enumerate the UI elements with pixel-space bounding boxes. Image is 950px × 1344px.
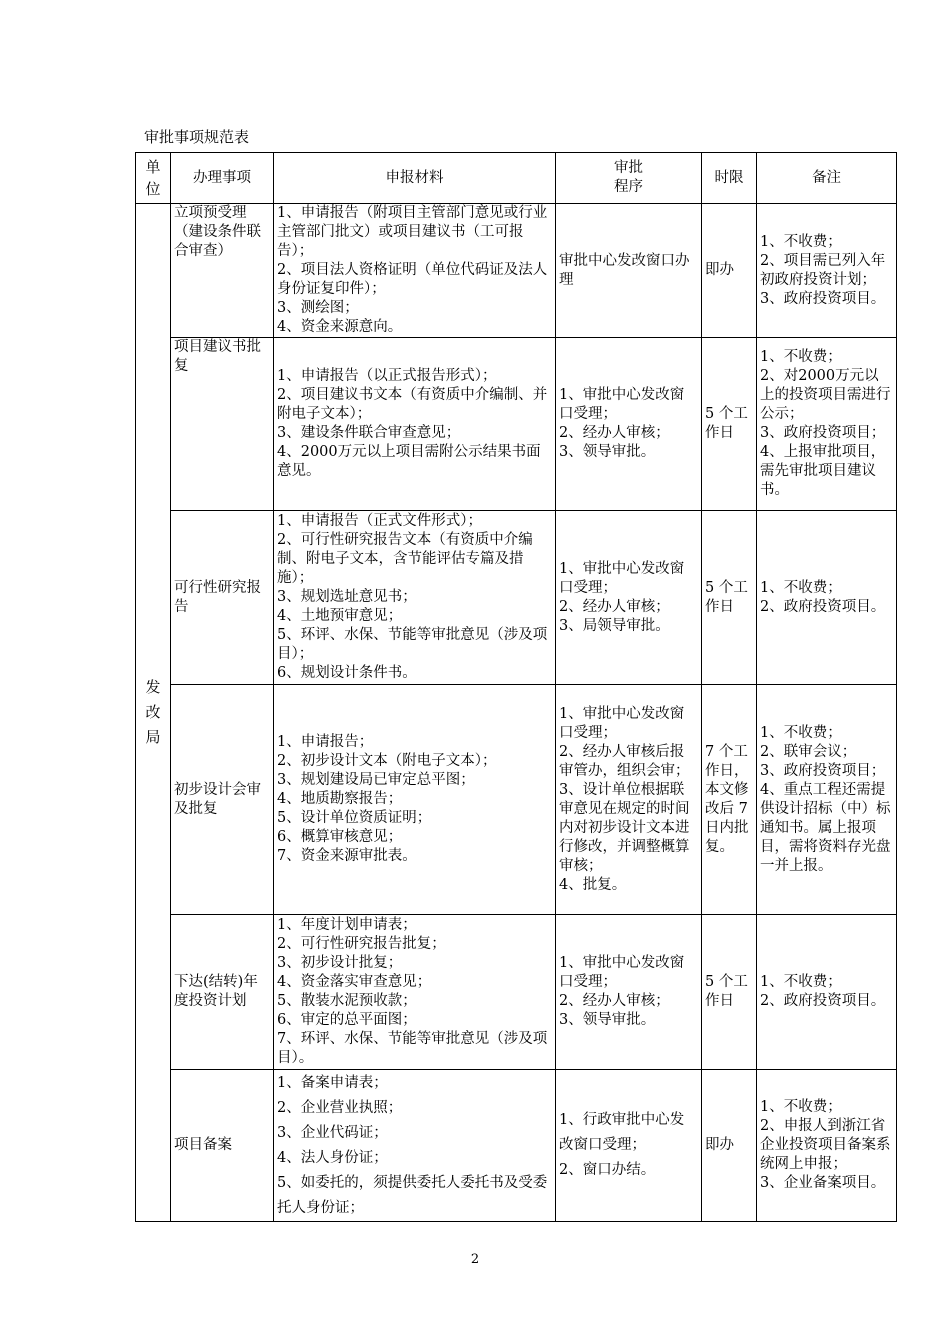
header-row bbox=[136, 153, 897, 204]
material-line: 3、建设条件联合审查意见； bbox=[277, 425, 461, 441]
materials-cell bbox=[274, 511, 556, 685]
materials-cell bbox=[274, 1070, 556, 1222]
material-line: 3、企业代码证； bbox=[277, 1124, 388, 1141]
procedure-line: 3、领导审批。 bbox=[559, 1012, 656, 1028]
page-number: 2 bbox=[470, 1252, 480, 1267]
note-line: 2、政府投资项目。 bbox=[760, 598, 886, 615]
material-line: 4、法人身份证； bbox=[277, 1149, 388, 1166]
note-line: 4、重点工程还需提供设计招标（中）标通知书。属上报项目，需将资料存光盘一并上报。 bbox=[760, 781, 891, 874]
note-line: 2、政府投资项目。 bbox=[760, 993, 886, 1009]
material-line: 1、申请报告（附项目主管部门意见或行业主管部门批文）或项目建议书（工可报告）； bbox=[277, 205, 548, 259]
note-line: 2、申报人到浙江省企业投资项目备案系统网上申报； bbox=[760, 1118, 891, 1172]
header-notes: 备注 bbox=[757, 153, 897, 204]
note-line: 1、不收费； bbox=[760, 974, 842, 990]
note-line: 1、不收费； bbox=[760, 724, 842, 741]
note-line: 1、不收费； bbox=[760, 233, 842, 250]
procedure-line: 1、行政审批中心发改窗口受理； bbox=[559, 1112, 685, 1153]
procedure-line: 3、设计单位根据联审意见在规定的时间内对初步设计文本进行修改，并调整概算审核； bbox=[559, 781, 690, 874]
note-line: 2、对2000万元以上的投资项目需进行公示； bbox=[760, 368, 891, 422]
material-line: 3、测绘图； bbox=[277, 300, 359, 316]
material-line: 1、备案申请表； bbox=[277, 1074, 388, 1091]
material-line: 3、规划建设局已审定总平图； bbox=[277, 772, 475, 788]
procedure-line: 1、审批中心发改窗口受理； bbox=[559, 560, 685, 596]
table-row bbox=[136, 915, 897, 1070]
header-unit: 单位 bbox=[136, 153, 171, 204]
item-cell: 立项预受理（建设条件联合审查） bbox=[171, 204, 274, 338]
material-line: 3、规划选址意见书； bbox=[277, 589, 417, 605]
material-line: 1、申请报告（正式文件形式）； bbox=[277, 513, 482, 529]
header-procedure: 审批 程序 bbox=[556, 153, 702, 204]
table-row bbox=[136, 685, 897, 915]
material-line: 1、申请报告； bbox=[277, 734, 374, 750]
procedure-line: 审批中心发改窗口办理 bbox=[559, 252, 690, 288]
table-row bbox=[136, 338, 897, 511]
material-line: 2、初步设计文本（附电子文本）； bbox=[277, 753, 497, 769]
procedure-line: 4、批复。 bbox=[559, 876, 627, 893]
notes-cell bbox=[757, 685, 897, 915]
item-cell: 项目建议书批复 bbox=[171, 338, 274, 511]
material-line: 4、资金来源意向。 bbox=[277, 319, 403, 335]
note-line: 2、项目需已列入年初政府投资计划； bbox=[760, 252, 886, 288]
header-item: 办理事项 bbox=[171, 153, 274, 204]
material-line: 7、资金来源审批表。 bbox=[277, 848, 417, 864]
material-line: 5、设计单位资质证明； bbox=[277, 810, 432, 826]
procedure-line: 2、经办人审核； bbox=[559, 993, 670, 1009]
material-line: 5、散装水泥预收款； bbox=[277, 993, 417, 1009]
procedure-line: 2、经办人审核后报审管办，组织会审； bbox=[559, 743, 690, 779]
limit-cell: 5 个工作日 bbox=[702, 338, 757, 511]
material-line: 2、可行性研究报告文本（有资质中介编制、附电子文本，含节能评估专篇及措施）； bbox=[277, 532, 533, 586]
notes-cell bbox=[757, 204, 897, 338]
material-line: 6、概算审核意见； bbox=[277, 829, 403, 845]
material-line: 6、审定的总平面图； bbox=[277, 1012, 417, 1028]
procedure-line: 2、经办人审核； bbox=[559, 425, 670, 441]
limit-cell: 5 个工作日 bbox=[702, 915, 757, 1070]
procedure-line: 1、审批中心发改窗口受理； bbox=[559, 387, 685, 422]
procedure-cell bbox=[556, 685, 702, 915]
note-line: 3、政府投资项目； bbox=[760, 425, 886, 441]
procedure-line: 2、经办人审核； bbox=[559, 598, 670, 615]
material-line: 4、土地预审意见； bbox=[277, 608, 403, 624]
material-line: 1、年度计划申请表； bbox=[277, 917, 417, 933]
limit-cell: 5 个工作日 bbox=[702, 511, 757, 685]
materials-cell bbox=[274, 204, 556, 338]
note-line: 1、不收费； bbox=[760, 1099, 842, 1115]
procedure-line: 1、审批中心发改窗口受理； bbox=[559, 705, 685, 741]
table-row bbox=[136, 511, 897, 685]
item-cell: 项目备案 bbox=[171, 1070, 274, 1222]
material-line: 5、环评、水保、节能等审批意见（涉及项目）； bbox=[277, 627, 548, 662]
header-materials: 申报材料 bbox=[274, 153, 556, 204]
notes-cell bbox=[757, 511, 897, 685]
notes-cell bbox=[757, 338, 897, 511]
material-line: 2、企业营业执照； bbox=[277, 1099, 403, 1116]
limit-cell: 即办 bbox=[702, 1070, 757, 1222]
procedure-line: 2、窗口办结。 bbox=[559, 1162, 656, 1178]
table-row bbox=[136, 204, 897, 338]
item-cell: 可行性研究报告 bbox=[171, 511, 274, 685]
note-line: 1、不收费； bbox=[760, 579, 842, 596]
procedure-cell bbox=[556, 511, 702, 685]
material-line: 6、规划设计条件书。 bbox=[277, 665, 417, 681]
table-row bbox=[136, 1070, 897, 1222]
item-cell: 下达(结转)年度投资计划 bbox=[171, 915, 274, 1070]
materials-cell bbox=[274, 338, 556, 511]
procedure-cell bbox=[556, 915, 702, 1070]
notes-cell bbox=[757, 1070, 897, 1222]
materials-cell bbox=[274, 915, 556, 1070]
notes-cell bbox=[757, 915, 897, 1070]
procedure-cell bbox=[556, 1070, 702, 1222]
unit-cell: 发改局 bbox=[136, 204, 171, 1222]
procedure-cell bbox=[556, 204, 702, 338]
note-line: 1、不收费； bbox=[760, 349, 842, 365]
material-line: 3、初步设计批复； bbox=[277, 955, 403, 971]
procedure-cell bbox=[556, 338, 702, 511]
material-line: 2、项目法人资格证明（单位代码证及法人身份证复印件）； bbox=[277, 262, 548, 297]
note-line: 4、上报审批项目，需先审批项目建议书。 bbox=[760, 444, 886, 498]
material-line: 2、项目建议书文本（有资质中介编制、并附电子文本）； bbox=[277, 387, 548, 422]
material-line: 7、环评、水保、节能等审批意见（涉及项目）。 bbox=[277, 1031, 548, 1066]
limit-cell: 7 个工作日，本文修改后 7 日内批复。 bbox=[702, 685, 757, 915]
materials-cell bbox=[274, 685, 556, 915]
procedure-line: 3、局领导审批。 bbox=[559, 617, 670, 634]
procedure-line: 1、审批中心发改窗口受理； bbox=[559, 955, 685, 990]
material-line: 4、资金落实审查意见； bbox=[277, 974, 432, 990]
material-line: 2、可行性研究报告批复； bbox=[277, 936, 446, 952]
material-line: 5、如委托的，须提供委托人委托书及受委托人身份证； bbox=[277, 1174, 548, 1216]
table-caption: 审批事项规范表 bbox=[144, 128, 250, 146]
note-line: 2、联审会议； bbox=[760, 743, 857, 760]
procedure-line: 3、领导审批。 bbox=[559, 444, 656, 460]
note-line: 3、政府投资项目。 bbox=[760, 290, 886, 307]
note-line: 3、企业备案项目。 bbox=[760, 1175, 886, 1191]
material-line: 4、地质勘察报告； bbox=[277, 791, 403, 807]
limit-cell: 即办 bbox=[702, 204, 757, 338]
material-line: 1、申请报告（以正式报告形式）； bbox=[277, 368, 497, 384]
approval-table bbox=[135, 152, 897, 1222]
note-line: 3、政府投资项目； bbox=[760, 762, 886, 779]
material-line: 4、2000万元以上项目需附公示结果书面意见。 bbox=[277, 444, 541, 479]
item-cell: 初步设计会审及批复 bbox=[171, 685, 274, 915]
header-limit: 时限 bbox=[702, 153, 757, 204]
